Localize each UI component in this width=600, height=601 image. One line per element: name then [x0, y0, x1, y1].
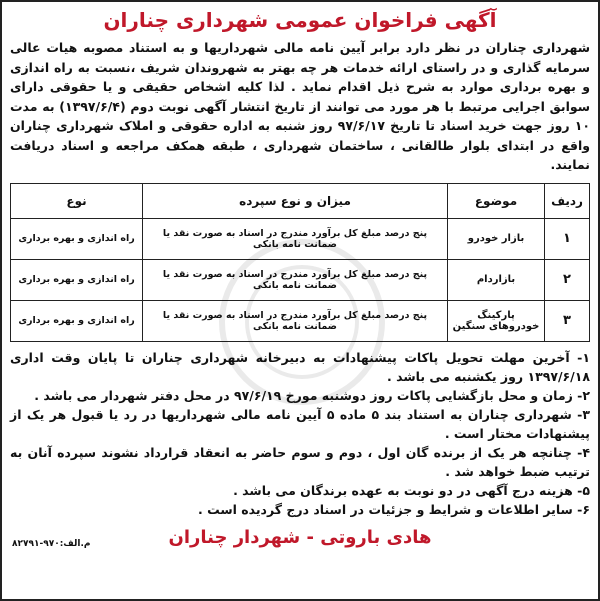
list-item: ۲- زمان و محل بازگشایی پاکات روز دوشنبه مورخ ۹۷/۶/۱۹ در محل دفتر شهردار می باشد . — [34, 387, 590, 403]
header-deposit: میزان و نوع سپرده — [143, 183, 448, 218]
row-subject: بازار خودرو — [448, 218, 545, 259]
table-row — [11, 218, 590, 259]
list-item: ۱- آخرین مهلت تحویل پاکات پیشنهادات به دبیرخانه شهرداری چناران تا پایان وقت اداری ۱۳۹۷/۶/۱۸ روز یکشنبه می باشد . — [10, 349, 590, 384]
row-deposit: پنج درصد مبلغ کل برآورد مندرج در اسناد به صورت نقد یا ضمانت نامه بانکی — [143, 300, 448, 341]
list-item: ۴- چنانچه هر یک از برنده گان اول ، دوم و سوم حاضر به انعقاد قرارداد نشوند سپرده آنان به ترتیب ضبط خواهد شد . — [10, 444, 590, 479]
row-type: راه اندازی و بهره برداری — [11, 259, 143, 300]
header-row-number: ردیف — [545, 183, 590, 218]
row-subject: پارکینگ خودروهای سنگین — [448, 300, 545, 341]
row-type: راه اندازی و بهره برداری — [11, 218, 143, 259]
row-deposit: پنج درصد مبلغ کل برآورد مندرج در اسناد به صورت نقد یا ضمانت نامه بانکی — [143, 218, 448, 259]
row-number: ۳ — [545, 300, 590, 341]
conditions-list — [10, 348, 590, 519]
row-number: ۲ — [545, 259, 590, 300]
announcement-title: آگهی فراخوان عمومی شهرداری چناران — [103, 8, 497, 32]
reference-code: م.الف:۹۷۰-۸۲۷۹۱ — [12, 538, 91, 549]
list-item: ۵- هزینه درج آگهی در دو نوبت به عهده برندگان می باشد . — [233, 482, 590, 498]
header-type: نوع — [11, 183, 143, 218]
table-row — [11, 259, 590, 300]
row-subject: بازاردام — [448, 259, 545, 300]
footer — [10, 525, 590, 551]
tender-table — [10, 183, 590, 342]
list-item: ۶- سایر اطلاعات و شرایط و جزئیات در اسناد درج گردیده است . — [198, 501, 590, 517]
row-deposit: پنج درصد مبلغ کل برآورد مندرج در اسناد به صورت نقد یا ضمانت نامه بانکی — [143, 259, 448, 300]
list-item: ۳- شهرداری چناران به استناد بند ۵ ماده ۵ آیین نامه مالی شهرداریها در رد یا قبول هر یک از پیشنهادات مختار است . — [10, 406, 590, 441]
table-header-row — [11, 183, 590, 218]
table-row — [11, 300, 590, 341]
header-subject: موضوع — [448, 183, 545, 218]
mayor-signature: هادی باروتی - شهردار چناران — [168, 526, 432, 548]
row-type: راه اندازی و بهره برداری — [11, 300, 143, 341]
intro-paragraph: شهرداری چناران در نظر دارد برابر آیین نامه مالی شهرداریها و به استناد مصوبه هیات عالی سرمایه گذاری و در راستای ارائه خدمات هر چه بهتر به شهروندان شریف ،نسبت به راه اندازی و بهره برداری موارد به شرح ذیل اقدام نماید . لذا کلیه اشخاص حقیقی و یا حقوقی دارای سوابق اجرایی مرتبط با هر مورد می توانند از تاریخ انتشار آگهی نوبت دوم (۱۳۹۷/۶/۴) به مدت ۱۰ روز جهت خرید اسناد تا تاریخ ۹۷/۶/۱۷ روز شنبه به اداره حقوقی و املاک شهرداری چناران واقع در ابتدای بلوار طالقانی ، ساختمان شهرداری ، طبقه همکف مراجعه و اسناد دریافت نمایند. — [10, 40, 591, 172]
row-number: ۱ — [545, 218, 590, 259]
